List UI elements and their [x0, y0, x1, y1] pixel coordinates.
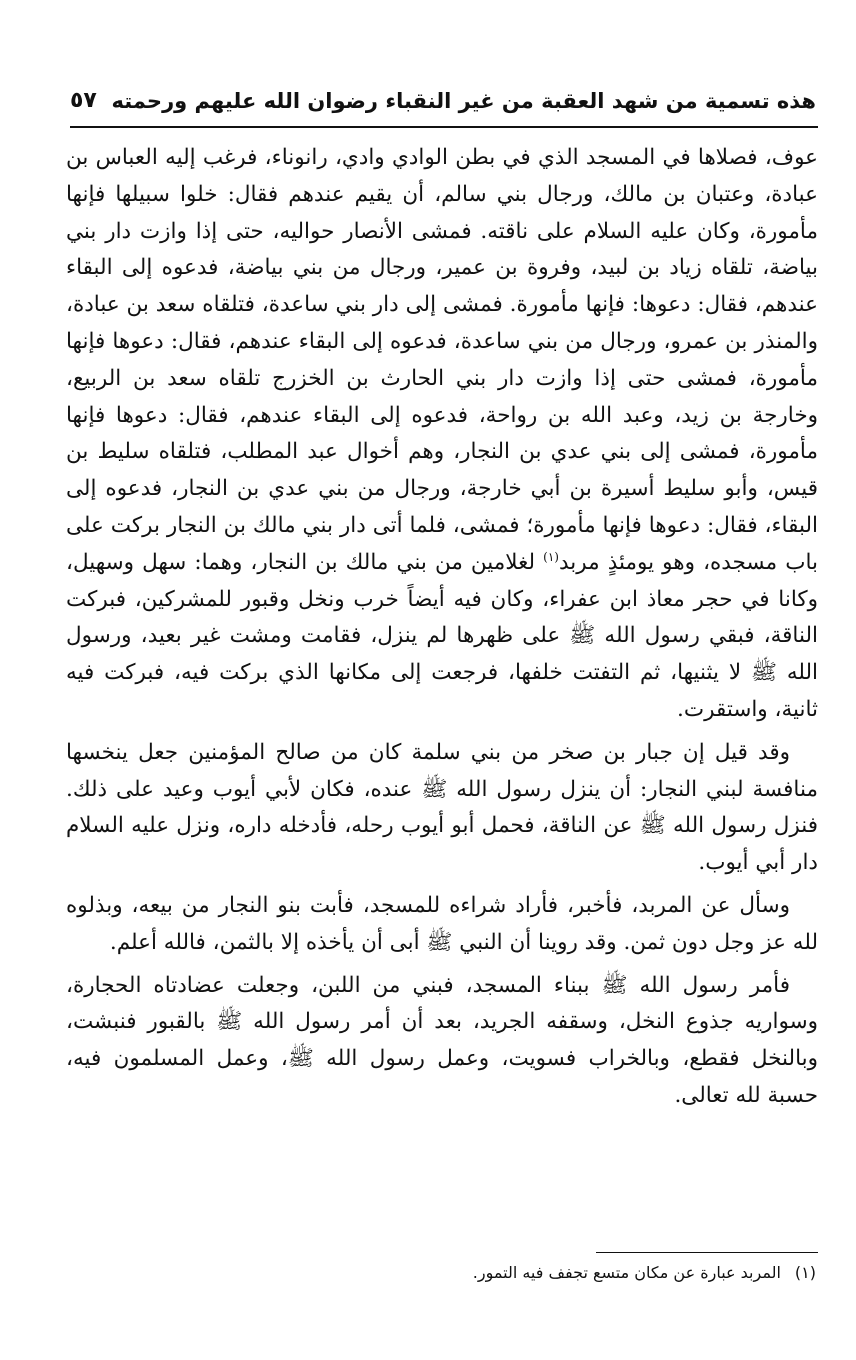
- running-title: هذه تسمية من شهد العقبة من غير النقباء رضوان الله عليهم ورحمته: [111, 89, 816, 113]
- footnote-reference: (١): [543, 549, 559, 564]
- footnote-text: المربد عبارة عن مكان متسع تجفف فيه التمور.: [472, 1263, 781, 1282]
- footnote: [116, 1258, 816, 1288]
- footnote-number: (١): [794, 1263, 816, 1282]
- paragraph-1: [66, 140, 818, 729]
- page-number: ٥٧: [70, 88, 97, 113]
- header-rule: [70, 126, 818, 128]
- paragraph-1-text: عوف، فصلاها في المسجد الذي في بطن الوادي وادي، رانوناء، فرغب إليه العباس بن عبادة، وعتبان بن مالك، ورجال بني سالم، أن يقيم عندهم فقال: خلوا سبيلها فإنها مأمورة، وكان عليه السلام على ناقته. فمشى الأنصار حواليه، حتى إذا وازت دار بني بياضة، تلقاه زياد بن لبيد، وفروة بن عمير، ورجال من بني بياضة، فدعوه إلى البقاء عندهم، فقال: دعوها: فإنها مأمورة. فمشى إلى دار بني ساعدة، فتلقاه سعد بن عبادة، والمنذر بن عمرو، ورجال من بني ساعدة، فدعوه إلى البقاء عندهم، فقال: دعوها فإنها مأمورة، فمشى حتى إذا وازت دار بني الحارث بن الخزرج تلقاه سعد بن الربيع، وخارجة بن زيد، وعبد الله بن رواحة، فدعوه إلى البقاء عندهم، فقال: دعوها فإنها مأمورة، فمشى إلى بني عدي بن النجار، وهم أخوال عبد المطلب، فتلقاه سليط بن قيس، وأبو سليط أسيرة بن أبي خارجة، ورجال من بني عدي بن النجار، فدعوه إلى البقاء، فقال: دعوها فإنها مأمورة؛ فمشى، فلما أتى دار بني مالك بن النجار بركت على باب مسجده، وهو يومئذٍ مربد: [66, 145, 818, 575]
- footnote-rule: [596, 1252, 818, 1253]
- paragraph-4: فأمر رسول الله ﷺ ببناء المسجد، فبني من اللبن، وجعلت عضادتاه الحجارة، وسواريه جذوع النخل، وسقفه الجريد، بعد أن أمر رسول الله ﷺ بالقبور فنبشت، وبالنخل فقطع، وبالخراب فسويت، وعمل رسول الله ﷺ، وعمل المسلمون فيه، حسبة لله تعالى.: [66, 972, 818, 1108]
- paragraph-2: وقد قيل إن جبار بن صخر من بني سلمة كان من صالح المؤمنين جعل ينخسها منافسة لبني النجار: أن ينزل رسول الله ﷺ عنده، فكان لأبي أيوب وعيد على ذلك. فنزل رسول الله ﷺ عن الناقة، فحمل أبو أيوب رحله، فأدخله داره، ونزل عليه السلام دار أبي أيوب.: [66, 739, 818, 876]
- body-text: [66, 140, 818, 1115]
- paragraph-1-text-continued: لغلامين من بني مالك بن النجار، وهما: سهل وسهيل، وكانا في حجر معاذ ابن عفراء، وكان فيه أيضاً خرب ونخل وقبور للمشركين، فبركت الناقة، فبقي رسول الله ﷺ على ظهرها لم ينزل، فقامت ومشت غير بعيد، ورسول الله ﷺ لا يثنيها، ثم التفتت خلفها، فرجعت إلى مكانها الذي بركت فيه، فبركت فيه ثانية، واستقرت.: [66, 549, 818, 722]
- paragraph-3: وسأل عن المربد، فأخبر، فأراد شراءه للمسجد، فأبت بنو النجار من بيعه، وبذلوه لله عز وجل دون ثمن. وقد روينا أن النبي ﷺ أبى أن يأخذه إلا بالثمن، فالله أعلم.: [66, 892, 818, 955]
- page-header: [70, 86, 816, 122]
